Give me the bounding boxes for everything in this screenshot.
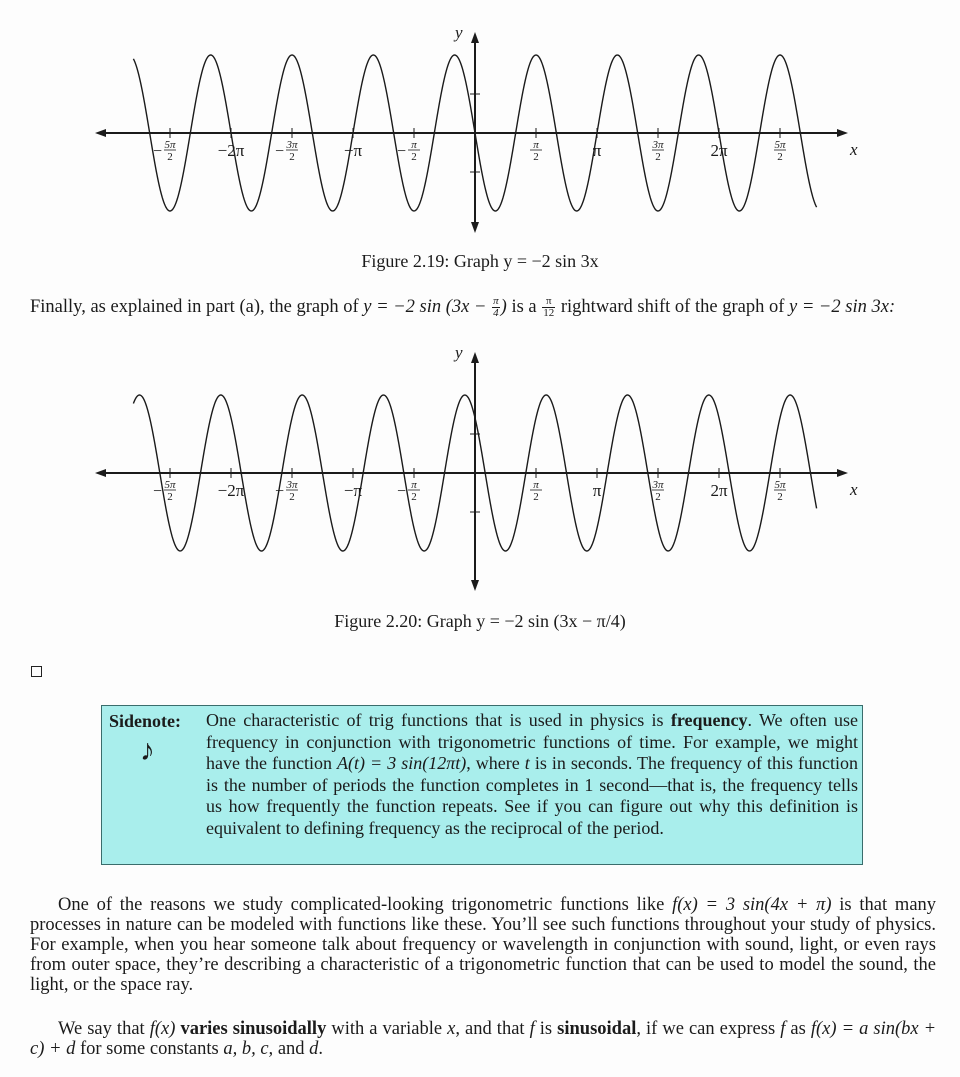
fig2-x-arrow-left xyxy=(95,469,106,477)
svg-text:−: − xyxy=(274,143,284,160)
figure-2-19-graph xyxy=(0,0,960,245)
sidenote-bold-frequency: frequency xyxy=(670,710,748,730)
para3-text-d: is xyxy=(539,1019,553,1039)
para1-text-c: rightward shift of the graph of xyxy=(560,296,785,317)
figure-2-20-graph xyxy=(0,338,960,598)
fig2-y-label: y xyxy=(455,343,463,362)
sidenote-text xyxy=(206,710,858,839)
sidenote-text-1: One characteristic of trig functions that is used in physics is xyxy=(206,710,664,730)
svg-text:2: 2 xyxy=(777,491,783,503)
svg-text:π: π xyxy=(533,479,539,491)
figure-2-19-caption: Figure 2.19: Graph y = −2 sin 3x xyxy=(361,251,599,271)
sidenote-text-2: . We often use frequency in conjunction with trigonometric functions of time. For example, we might have the function xyxy=(206,710,858,773)
para3-end: . xyxy=(318,1039,324,1059)
fig1-x-tick-label-8 xyxy=(710,141,728,160)
paragraph-shift-explanation xyxy=(30,296,936,319)
fig1-y-arrow-down xyxy=(471,222,479,233)
svg-text:3π: 3π xyxy=(286,139,298,151)
para1-text-a: Finally, as explained in part (a), the graph of xyxy=(30,296,359,317)
fig2-y-arrow xyxy=(471,352,479,363)
para3-text-g: as xyxy=(790,1019,806,1039)
fig1-x-tick-label-3 xyxy=(344,141,363,160)
svg-text:−: − xyxy=(152,483,162,500)
para2-text-a: One of the reasons we study complicated-looking trigonometric functions like xyxy=(58,895,665,915)
svg-text:3π: 3π xyxy=(286,479,298,491)
para1-text-b: is a xyxy=(511,296,537,317)
pi-over-4-fraction: $\frac{\pi}{4}$ xyxy=(493,295,499,319)
svg-text:2: 2 xyxy=(533,151,539,163)
svg-text:−: − xyxy=(396,143,406,160)
sidenote-var-t: t xyxy=(524,753,530,773)
svg-text:2: 2 xyxy=(533,491,539,503)
fig2-x-arrow xyxy=(837,469,848,477)
para2-function: f(x) = 3 sin(4x + π) xyxy=(672,895,832,915)
para3-var-x: x xyxy=(447,1019,456,1039)
paragraph-sinusoidal-definition xyxy=(30,1019,936,1059)
fig2-x-tick-label-1 xyxy=(218,481,245,500)
fig1-x-tick-label-5 xyxy=(530,139,542,163)
fig1-x-tick-label-1 xyxy=(218,141,245,160)
pi-over-12-fraction: $\frac{\pi}{12}$ xyxy=(543,295,555,319)
svg-text:5π: 5π xyxy=(164,139,176,151)
svg-text:2: 2 xyxy=(777,151,783,163)
svg-text:−2π: −2π xyxy=(217,481,245,500)
fig1-y-label: y xyxy=(455,23,463,42)
svg-text:5π: 5π xyxy=(774,139,786,151)
sidenote-text-4: is in seconds. The frequency of this function is the number of periods the function completes in 1 second—that is, the frequency tells us how frequently the function repeats. See if you can figure out why this definition is equivalent to defining frequency as the reciprocal of the period. xyxy=(206,753,859,838)
svg-text:−: − xyxy=(274,483,284,500)
sidenote-text-3: , where xyxy=(466,753,520,773)
svg-text:−: − xyxy=(396,483,406,500)
svg-text:2: 2 xyxy=(289,491,295,503)
svg-text:5π: 5π xyxy=(774,479,786,491)
fig2-x-label: x xyxy=(850,480,858,499)
para3-bold-sinusoidal: sinusoidal xyxy=(557,1019,637,1039)
paragraph-nature-modeling xyxy=(30,895,936,995)
fig1-x-arrow xyxy=(837,129,848,137)
svg-text:−π: −π xyxy=(343,481,363,500)
svg-text:5π: 5π xyxy=(164,479,176,491)
svg-text:π: π xyxy=(592,481,602,500)
fig1-x-tick-label-4 xyxy=(397,139,420,163)
svg-text:π: π xyxy=(533,139,539,151)
fig2-x-tick-label-8 xyxy=(710,481,728,500)
para3-fx: f(x) xyxy=(149,1019,176,1039)
sidenote-box xyxy=(101,705,863,865)
svg-text:−π: −π xyxy=(343,141,363,160)
para3-text-e: , if we can express xyxy=(636,1019,776,1039)
para3-text-a: We say that xyxy=(58,1019,145,1039)
para3-text-b: with a variable xyxy=(331,1019,443,1039)
para2-text-b: is that many processes in nature can be modeled with functions like these. You’ll see such functions throughout your study of physics. For example, when you hear someone talk about frequency or wavelength in conjunction with sound, light, or even rays from outer space, they’re describing a characteristic of a trigonometric function that can be used to model the sound, the light, or the space ray. xyxy=(30,895,937,995)
para3-var-f: f xyxy=(529,1019,535,1039)
fig2-y-arrow-down xyxy=(471,580,479,591)
svg-text:2: 2 xyxy=(411,151,417,163)
para3-formula: f(x) = a sin(bx + c) + d xyxy=(30,1019,937,1059)
music-note-icon: ♪ xyxy=(140,734,155,767)
fig1-x-tick-label-9 xyxy=(774,139,786,163)
svg-text:−: − xyxy=(152,143,162,160)
fig2-x-tick-label-9 xyxy=(774,479,786,503)
para3-text-h: for some constants xyxy=(79,1039,219,1059)
para3-var-f2: f xyxy=(780,1019,786,1039)
fig1-x-label: x xyxy=(850,140,858,159)
para3-bold-varies-sinusoidally: varies sinusoidally xyxy=(180,1019,327,1039)
para1-equation: y = −2 sin (3x − $\frac{\pi}{4}$ ) xyxy=(363,295,507,319)
fig1-x-tick-label-0 xyxy=(153,139,176,163)
svg-text:π: π xyxy=(411,139,417,151)
svg-text:−2π: −2π xyxy=(217,141,245,160)
para3-text-i: and xyxy=(277,1039,305,1059)
svg-text:2π: 2π xyxy=(710,141,728,160)
fig2-x-tick-label-6 xyxy=(593,481,602,500)
para3-var-d: d xyxy=(309,1039,319,1059)
svg-text:2: 2 xyxy=(655,151,661,163)
svg-text:2: 2 xyxy=(411,491,417,503)
fig2-x-tick-label-5 xyxy=(530,479,542,503)
fig2-x-tick-label-7 xyxy=(651,479,664,503)
svg-text:π: π xyxy=(592,141,602,160)
end-of-proof-square xyxy=(31,666,42,677)
svg-text:3π: 3π xyxy=(652,139,664,151)
sidenote-label: Sidenote: xyxy=(109,711,181,731)
svg-text:2: 2 xyxy=(289,151,295,163)
fig1-x-tick-label-2 xyxy=(275,139,298,163)
para3-text-c: , and that xyxy=(455,1019,525,1039)
svg-text:2: 2 xyxy=(655,491,661,503)
svg-text:π: π xyxy=(411,479,417,491)
sidenote-function: A(t) = 3 sin(12πt) xyxy=(337,753,467,773)
para3-constants: a, b, c, xyxy=(223,1039,274,1059)
svg-text:2π: 2π xyxy=(710,481,728,500)
svg-text:2: 2 xyxy=(167,491,173,503)
para1-text-d: y = −2 sin 3x: xyxy=(788,296,896,317)
fig1-y-arrow xyxy=(471,32,479,43)
fig1-x-tick-label-7 xyxy=(651,139,664,163)
figure-2-20-caption: Figure 2.20: Graph y = −2 sin (3x − π/4) xyxy=(334,611,626,631)
svg-text:3π: 3π xyxy=(652,479,664,491)
fig1-x-arrow-left xyxy=(95,129,106,137)
svg-text:2: 2 xyxy=(167,151,173,163)
